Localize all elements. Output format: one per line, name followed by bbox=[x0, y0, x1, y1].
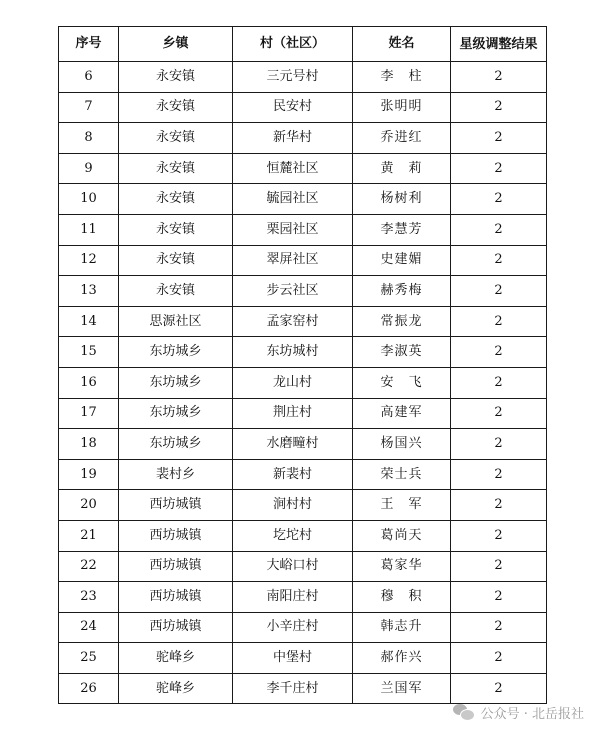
cell-index: 7 bbox=[59, 92, 119, 123]
table-row bbox=[59, 429, 547, 460]
cell-index: 6 bbox=[59, 62, 119, 93]
table-row bbox=[59, 92, 547, 123]
cell-village: 南阳庄村 bbox=[233, 582, 353, 613]
table-row bbox=[59, 62, 547, 93]
cell-township: 驼峰乡 bbox=[119, 673, 233, 704]
cell-village: 大峪口村 bbox=[233, 551, 353, 582]
header-township: 乡镇 bbox=[119, 27, 233, 62]
cell-result: 2 bbox=[451, 153, 547, 184]
header-index: 序号 bbox=[59, 27, 119, 62]
cell-result: 2 bbox=[451, 520, 547, 551]
cell-name: 史建媚 bbox=[353, 245, 451, 276]
cell-township: 东坊城乡 bbox=[119, 398, 233, 429]
cell-name: 葛家华 bbox=[353, 551, 451, 582]
header-result: 星级调整结果 bbox=[451, 27, 547, 62]
cell-name: 张明明 bbox=[353, 92, 451, 123]
cell-village: 栗园社区 bbox=[233, 214, 353, 245]
cell-name: 兰国军 bbox=[353, 673, 451, 704]
cell-village: 步云社区 bbox=[233, 276, 353, 307]
cell-township: 永安镇 bbox=[119, 184, 233, 215]
cell-index: 26 bbox=[59, 673, 119, 704]
cell-index: 8 bbox=[59, 123, 119, 154]
cell-result: 2 bbox=[451, 459, 547, 490]
table-row bbox=[59, 490, 547, 521]
cell-township: 永安镇 bbox=[119, 214, 233, 245]
cell-village: 新华村 bbox=[233, 123, 353, 154]
cell-township: 东坊城乡 bbox=[119, 367, 233, 398]
cell-index: 18 bbox=[59, 429, 119, 460]
watermark bbox=[453, 701, 584, 723]
cell-result: 2 bbox=[451, 367, 547, 398]
wechat-icon bbox=[453, 703, 475, 721]
cell-name: 杨树利 bbox=[353, 184, 451, 215]
table-row bbox=[59, 306, 547, 337]
cell-township: 思源社区 bbox=[119, 306, 233, 337]
star-rating-table bbox=[58, 26, 547, 704]
cell-result: 2 bbox=[451, 184, 547, 215]
cell-result: 2 bbox=[451, 551, 547, 582]
cell-result: 2 bbox=[451, 214, 547, 245]
cell-result: 2 bbox=[451, 276, 547, 307]
table-row bbox=[59, 276, 547, 307]
cell-index: 13 bbox=[59, 276, 119, 307]
cell-township: 东坊城乡 bbox=[119, 337, 233, 368]
watermark-text: 公众号 · 北岳报社 bbox=[480, 706, 584, 722]
cell-name: 郝作兴 bbox=[353, 643, 451, 674]
cell-result: 2 bbox=[451, 245, 547, 276]
cell-village: 恒麓社区 bbox=[233, 153, 353, 184]
cell-result: 2 bbox=[451, 92, 547, 123]
cell-village: 李千庄村 bbox=[233, 673, 353, 704]
table-row bbox=[59, 673, 547, 704]
cell-village: 新裴村 bbox=[233, 459, 353, 490]
cell-result: 2 bbox=[451, 643, 547, 674]
cell-index: 22 bbox=[59, 551, 119, 582]
cell-index: 17 bbox=[59, 398, 119, 429]
cell-village: 东坊城村 bbox=[233, 337, 353, 368]
cell-name: 乔进红 bbox=[353, 123, 451, 154]
cell-index: 11 bbox=[59, 214, 119, 245]
cell-result: 2 bbox=[451, 582, 547, 613]
cell-township: 西坊城镇 bbox=[119, 612, 233, 643]
table-row bbox=[59, 367, 547, 398]
cell-township: 永安镇 bbox=[119, 153, 233, 184]
table-row bbox=[59, 582, 547, 613]
header-village: 村（社区） bbox=[233, 27, 353, 62]
cell-result: 2 bbox=[451, 673, 547, 704]
cell-village: 荆庄村 bbox=[233, 398, 353, 429]
table-row bbox=[59, 245, 547, 276]
cell-name: 黄 莉 bbox=[353, 153, 451, 184]
cell-name: 王 军 bbox=[353, 490, 451, 521]
cell-township: 西坊城镇 bbox=[119, 490, 233, 521]
cell-township: 东坊城乡 bbox=[119, 429, 233, 460]
cell-township: 永安镇 bbox=[119, 276, 233, 307]
cell-village: 圪坨村 bbox=[233, 520, 353, 551]
cell-result: 2 bbox=[451, 490, 547, 521]
cell-name: 韩志升 bbox=[353, 612, 451, 643]
cell-index: 16 bbox=[59, 367, 119, 398]
cell-township: 裴村乡 bbox=[119, 459, 233, 490]
cell-name: 高建军 bbox=[353, 398, 451, 429]
cell-village: 龙山村 bbox=[233, 367, 353, 398]
cell-index: 20 bbox=[59, 490, 119, 521]
table-row bbox=[59, 612, 547, 643]
cell-name: 杨国兴 bbox=[353, 429, 451, 460]
cell-result: 2 bbox=[451, 398, 547, 429]
cell-village: 中堡村 bbox=[233, 643, 353, 674]
cell-village: 小辛庄村 bbox=[233, 612, 353, 643]
cell-township: 永安镇 bbox=[119, 92, 233, 123]
cell-village: 三元号村 bbox=[233, 62, 353, 93]
cell-index: 25 bbox=[59, 643, 119, 674]
cell-township: 西坊城镇 bbox=[119, 520, 233, 551]
cell-name: 李 柱 bbox=[353, 62, 451, 93]
cell-name: 葛尚天 bbox=[353, 520, 451, 551]
cell-result: 2 bbox=[451, 429, 547, 460]
table-row bbox=[59, 337, 547, 368]
cell-name: 李淑英 bbox=[353, 337, 451, 368]
cell-name: 常振龙 bbox=[353, 306, 451, 337]
cell-index: 15 bbox=[59, 337, 119, 368]
cell-township: 西坊城镇 bbox=[119, 582, 233, 613]
cell-village: 涧村村 bbox=[233, 490, 353, 521]
cell-township: 永安镇 bbox=[119, 62, 233, 93]
cell-township: 永安镇 bbox=[119, 123, 233, 154]
cell-result: 2 bbox=[451, 306, 547, 337]
cell-name: 李慧芳 bbox=[353, 214, 451, 245]
table-row bbox=[59, 459, 547, 490]
table-row bbox=[59, 184, 547, 215]
cell-index: 14 bbox=[59, 306, 119, 337]
header-name: 姓名 bbox=[353, 27, 451, 62]
cell-township: 永安镇 bbox=[119, 245, 233, 276]
table-row bbox=[59, 123, 547, 154]
table-body bbox=[59, 62, 547, 704]
cell-result: 2 bbox=[451, 337, 547, 368]
cell-village: 翠屏社区 bbox=[233, 245, 353, 276]
cell-township: 西坊城镇 bbox=[119, 551, 233, 582]
cell-index: 21 bbox=[59, 520, 119, 551]
cell-index: 9 bbox=[59, 153, 119, 184]
cell-name: 安 飞 bbox=[353, 367, 451, 398]
cell-name: 荣士兵 bbox=[353, 459, 451, 490]
document-sheet bbox=[58, 26, 546, 704]
table-header-row bbox=[59, 27, 547, 62]
table-row bbox=[59, 551, 547, 582]
table-row bbox=[59, 520, 547, 551]
cell-village: 孟家窑村 bbox=[233, 306, 353, 337]
cell-result: 2 bbox=[451, 612, 547, 643]
cell-index: 12 bbox=[59, 245, 119, 276]
table-row bbox=[59, 153, 547, 184]
cell-result: 2 bbox=[451, 62, 547, 93]
cell-index: 24 bbox=[59, 612, 119, 643]
table-row bbox=[59, 214, 547, 245]
table-row bbox=[59, 398, 547, 429]
cell-name: 穆 积 bbox=[353, 582, 451, 613]
cell-township: 驼峰乡 bbox=[119, 643, 233, 674]
table-row bbox=[59, 643, 547, 674]
cell-village: 毓园社区 bbox=[233, 184, 353, 215]
cell-index: 23 bbox=[59, 582, 119, 613]
cell-name: 赫秀梅 bbox=[353, 276, 451, 307]
cell-result: 2 bbox=[451, 123, 547, 154]
cell-village: 民安村 bbox=[233, 92, 353, 123]
cell-village: 水磨疃村 bbox=[233, 429, 353, 460]
cell-index: 10 bbox=[59, 184, 119, 215]
cell-index: 19 bbox=[59, 459, 119, 490]
